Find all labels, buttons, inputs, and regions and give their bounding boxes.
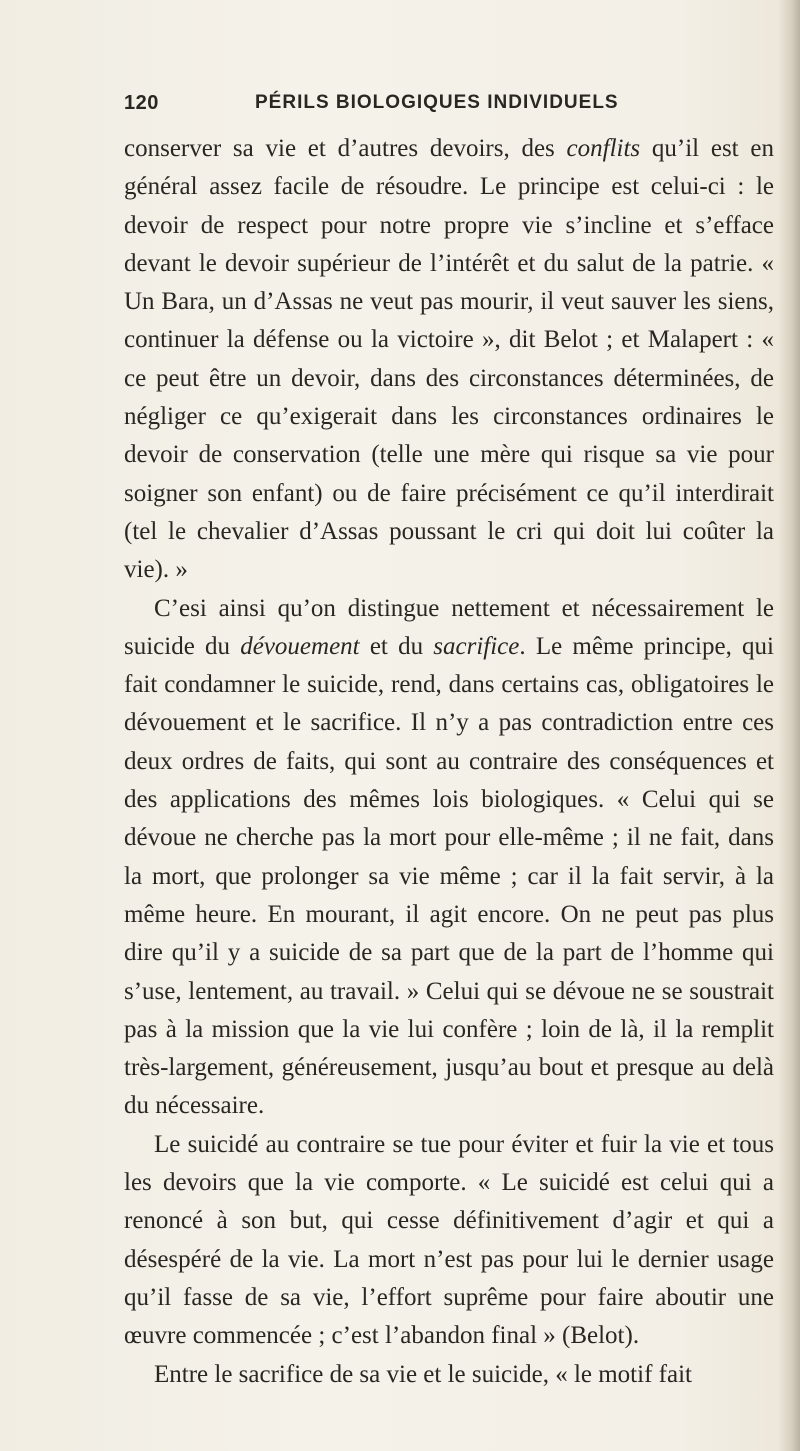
page-number: 120 [124,92,159,114]
italic-term: dévouement [240,632,360,660]
text-run: C’esi ainsi qu’on distingue nettement et nécessairement le suicide du [124,594,774,660]
paragraph [124,590,774,1126]
page-edge-shadow [778,0,800,1451]
paragraph [124,1126,774,1356]
paragraph [124,1356,774,1394]
text-run: et du [359,632,434,660]
text-run: Entre le sacrifice de sa vie et le suicide, « le motif fait [154,1360,692,1388]
text-run: Le suicidé au contraire se tue pour éviter et fuir la vie et tous les devoirs que la vie comporte. « Le suicidé est celui qui a renoncé à son but, qui cesse définitivement d’agir et qui a désespéré de la vie. La mort n’est pas pour lui le dernier usage qu’il fasse de sa vie, l’effort suprême pour faire aboutir une œuvre commencée ; c’est l’abandon final » (Belot). [124,1130,774,1350]
page-header [0,92,800,126]
text-run: conserver sa vie et d’autres devoirs, des [124,135,567,162]
running-title: PÉRILS BIOLOGIQUES INDIVIDUELS [255,92,619,113]
body-text [124,130,774,1394]
italic-term: sacrifice [433,632,520,660]
text-run: qu’il est en général assez facile de résoudre. Le principe est celui-ci : le devoir de respect pour notre propre vie s’incline et s’efface devant le devoir supérieur de l’intérêt et du salut de la patrie. « Un Bara, un d’Assas ne veut pas mourir, il veut sauver les siens, continuer la défense ou la victoire », dit Belot ; et Malapert : « ce peut être un devoir, dans des circonstances déterminées, de négliger ce qu’exigerait dans les circonstances ordinaires le devoir de conservation (telle une mère qui risque sa vie pour soigner son enfant) ou de faire précisément ce qu’il interdirait (tel le chevalier d’Assas poussant le cri qui doit lui coûter la vie). » [124,135,774,584]
text-run: . Le même principe, qui fait condamner le suicide, rend, dans certains cas, obligatoires le dévouement et le sacrifice. Il n’y a pas contradiction entre ces deux ordres de faits, qui sont au contraire des conséquences et des applications des mêmes lois biologiques. « Celui qui se dévoue ne cherche pas la mort pour elle-même ; il ne fait, dans la mort, que prolonger sa vie même ; car il la fait servir, à la même heure. En mourant, il agit encore. On ne peut pas plus dire qu’il y a suicide de sa part que de la part de l’homme qui s’use, lentement, au travail. » Celui qui se dévoue ne se soustrait pas à la mission que la vie lui confère ; loin de là, il la remplit très-largement, généreusement, jusqu’au bout et presque au delà du nécessaire. [124,632,774,1120]
italic-term: conflits [566,135,641,162]
paragraph [124,130,774,590]
